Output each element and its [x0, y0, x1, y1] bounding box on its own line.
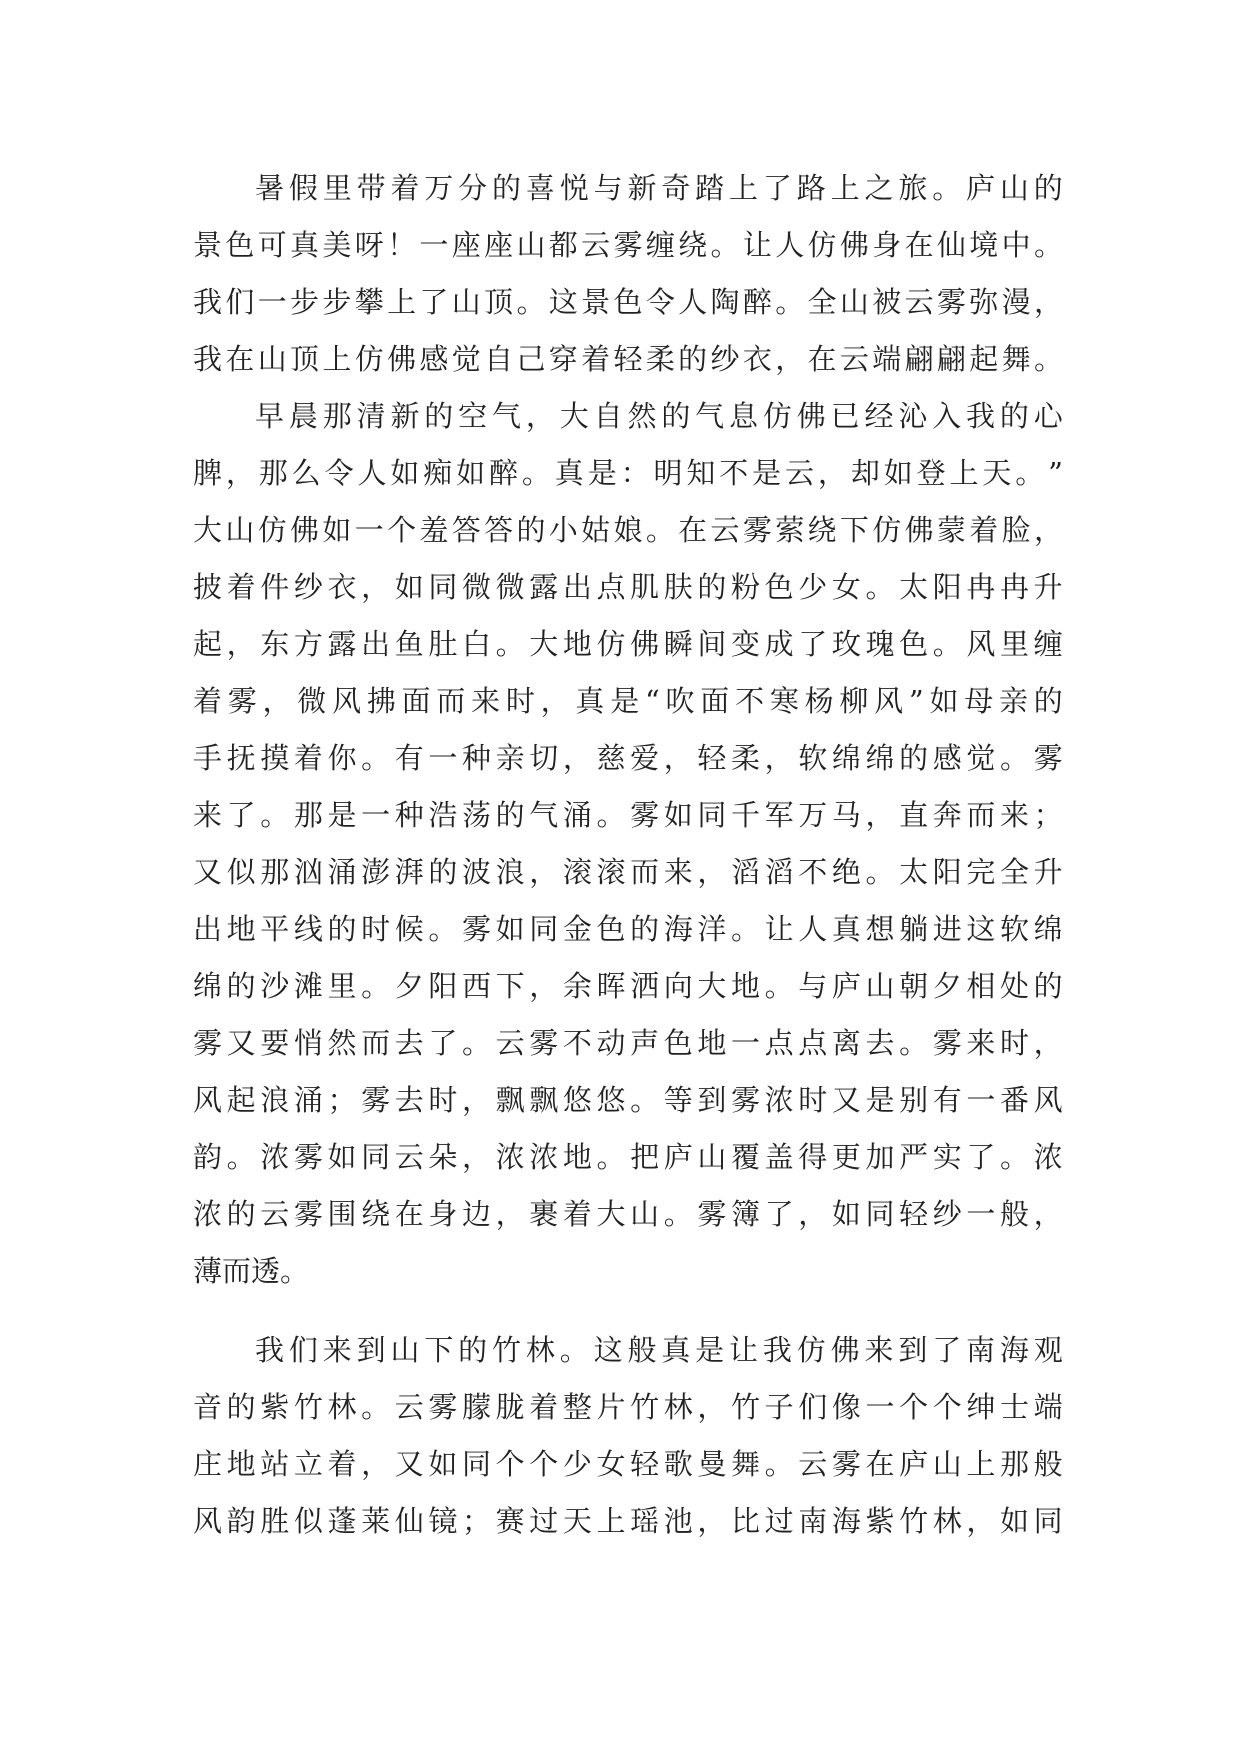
text-line: 韵 。 浓 雾 如 同 云 朵 ， 浓 浓 地 。 把 庐 山 覆 盖 得 更 加 严 实 了 。 浓: [193, 1140, 1063, 1174]
text-line: 起 ， 东 方 露 出 鱼 肚 白 。 大 地 仿 佛 瞬 间 变 成 了 玫 瑰 色 。 风 里 缠: [193, 627, 1063, 661]
text-line: 风 起 浪 涌 ； 雾 去 时 ， 飘 飘 悠 悠 。 等 到 雾 浓 时 又 是 别 有 一 番 风: [193, 1083, 1063, 1117]
text-line: 庄 地 站 立 着 ， 又 如 同 个 个 少 女 轻 歌 曼 舞 。 云 雾 在 庐 山 上 那 般: [193, 1447, 1063, 1481]
text-line: 又 似 那 汹 涌 澎 湃 的 波 浪 ， 滚 滚 而 来 ， 滔 滔 不 绝 。 太 阳 完 全 升: [193, 855, 1063, 889]
text-line: 雾 又 要 悄 然 而 去 了 。 云 雾 不 动 声 色 地 一 点 点 离 去 。 雾 来 时 ，: [193, 1026, 1063, 1060]
text-line: 绵 的 沙 滩 里 。 夕 阳 西 下 ， 余 晖 洒 向 大 地 。 与 庐 山 朝 夕 相 处 的: [193, 969, 1063, 1003]
paragraph-3: [193, 1322, 1063, 1550]
text-line: 脾 ， 那 么 令 人 如 痴 如 醉 。 真 是 ： 明 知 不 是 云 ， 却 如 登 上 天 。 ”: [193, 456, 1063, 490]
text-line: 薄而透。: [193, 1254, 310, 1288]
paragraph-2: [193, 388, 1063, 1300]
essay-body: [193, 160, 1063, 1550]
text-line: 出 地 平 线 的 时 候 。 雾 如 同 金 色 的 海 洋 。 让 人 真 想 躺 进 这 软 绵: [193, 912, 1063, 946]
text-line: 暑 假 里 带 着 万 分 的 喜 悦 与 新 奇 踏 上 了 路 上 之 旅 。 庐 山 的: [255, 171, 1063, 205]
paragraph-1: [193, 160, 1063, 388]
text-line: 我 在 山 顶 上 仿 佛 感 觉 自 己 穿 着 轻 柔 的 纱 衣 ， 在 云 端 翩 翩 起 舞 。: [193, 342, 1063, 376]
text-line: 来 了 。 那 是 一 种 浩 荡 的 气 涌 。 雾 如 同 千 军 万 马 ， 直 奔 而 来 ；: [193, 798, 1063, 832]
text-line: 风 韵 胜 似 蓬 莱 仙 镜 ； 赛 过 天 上 瑶 池 ， 比 过 南 海 紫 竹 林 ， 如 同: [193, 1504, 1063, 1538]
text-line: 着 雾 ， 微 风 拂 面 而 来 时 ， 真 是 “ 吹 面 不 寒 杨 柳 风 ” 如 母 亲 的: [193, 684, 1063, 718]
text-line: 音 的 紫 竹 林 。 云 雾 朦 胧 着 整 片 竹 林 ， 竹 子 们 像 一 个 个 绅 士 端: [193, 1390, 1063, 1424]
text-line: 我 们 来 到 山 下 的 竹 林 。 这 般 真 是 让 我 仿 佛 来 到 了 南 海 观: [255, 1333, 1063, 1367]
text-line: 大 山 仿 佛 如 一 个 羞 答 答 的 小 姑 娘 。 在 云 雾 萦 绕 下 仿 佛 蒙 着 脸 ，: [193, 513, 1063, 547]
text-line: 我 们 一 步 步 攀 上 了 山 顶 。 这 景 色 令 人 陶 醉 。 全 山 被 云 雾 弥 漫 ，: [193, 285, 1063, 319]
text-line: 披 着 件 纱 衣 ， 如 同 微 微 露 出 点 肌 肤 的 粉 色 少 女 。 太 阳 冉 冉 升: [193, 570, 1063, 604]
paragraph-gap: [193, 1300, 1063, 1322]
text-line: 景 色 可 真 美 呀 ！ 一 座 座 山 都 云 雾 缠 绕 。 让 人 仿 佛 身 在 仙 境 中 。: [193, 228, 1063, 262]
text-line: 浓 的 云 雾 围 绕 在 身 边 ， 裹 着 大 山 。 雾 簿 了 ， 如 同 轻 纱 一 般 ，: [193, 1197, 1063, 1231]
text-line: 早 晨 那 清 新 的 空 气 ， 大 自 然 的 气 息 仿 佛 已 经 沁 入 我 的 心: [255, 399, 1063, 433]
text-line: 手 抚 摸 着 你 。 有 一 种 亲 切 ， 慈 爱 ， 轻 柔 ， 软 绵 绵 的 感 觉 。 雾: [193, 741, 1063, 775]
